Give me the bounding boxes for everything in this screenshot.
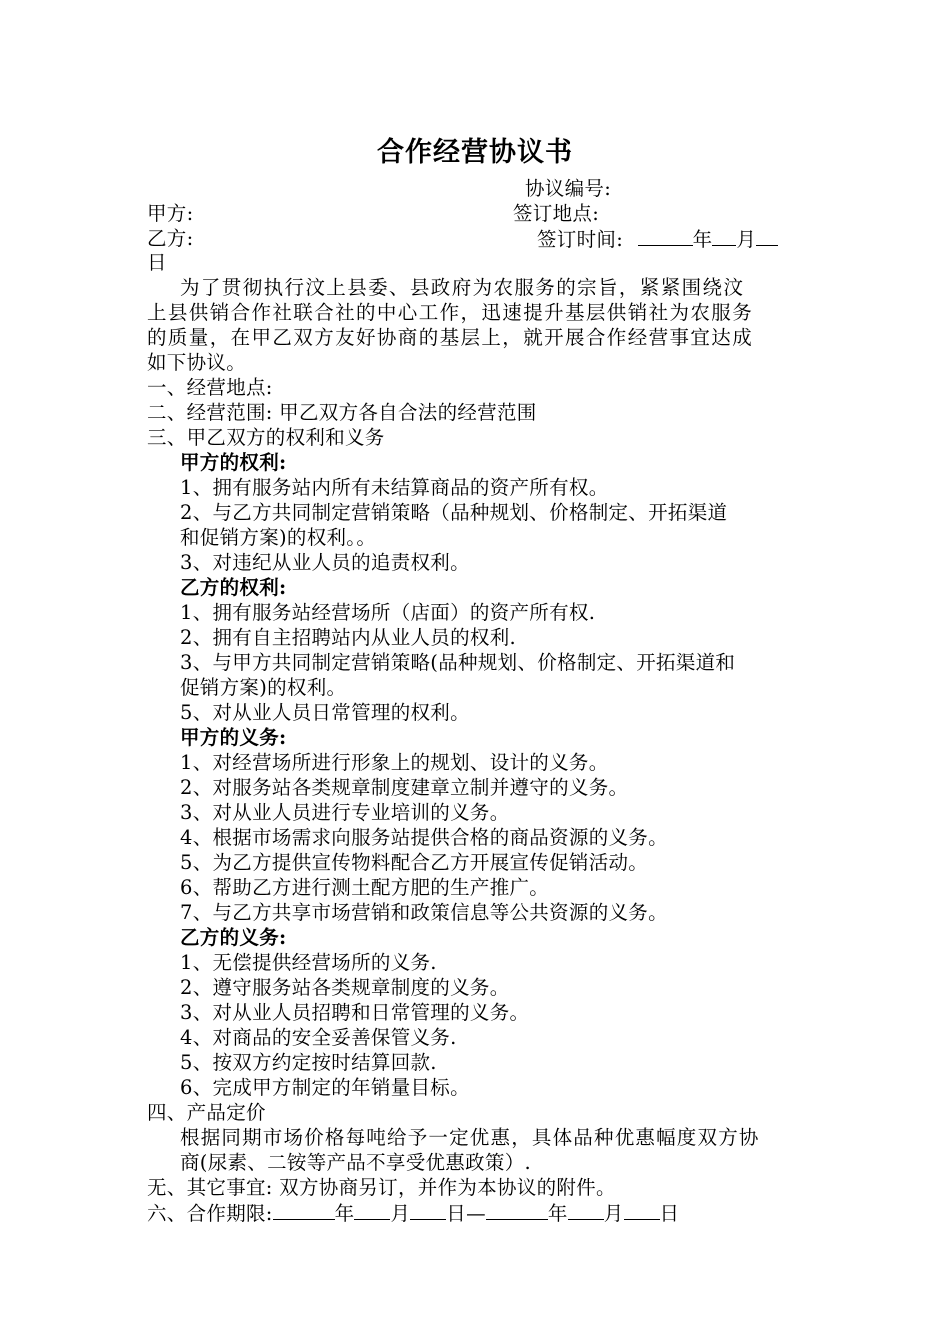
list-item: 1、拥有服务站内所有未结算商品的资产所有权。 [180,476,609,499]
pricing-line: 商(尿素、二铵等产品不享受优惠政策）. [180,1151,532,1174]
start-year-blank [273,1200,335,1220]
list-item: 3、对从业人员进行专业培训的义务。 [180,801,510,824]
day-label: 日 [147,251,167,274]
intro-line: 的质量，在甲乙双方友好协商的基层上，就开展合作经营事宜达成 [147,326,754,349]
party-b-duties-heading: 乙方的义务: [180,926,287,949]
list-item: 6、帮助乙方进行测土配方肥的生产推广。 [180,876,550,899]
list-item: 1、无偿提供经营场所的义务. [180,951,437,974]
list-item: 6、完成甲方制定的年销量目标。 [180,1076,470,1099]
list-item: 促销方案)的权利。 [180,676,347,699]
list-item: 7、与乙方共享市场营销和政策信息等公共资源的义务。 [180,901,668,924]
document-title: 合作经营协议书 [377,137,573,168]
start-day-blank [410,1200,446,1220]
agreement-number-label: 协议编号: [525,177,612,200]
start-day-label: 日 [446,1202,467,1225]
signing-time-line [537,226,778,252]
section-2: 二、经营范围: 甲乙双方各自合法的经营范围 [147,401,537,424]
party-a-label: 甲方: [147,202,194,225]
start-month-blank [354,1200,390,1220]
section-1: 一、经营地点: [147,376,273,399]
end-year-blank [486,1200,548,1220]
party-a-duties-heading: 甲方的义务: [180,726,287,749]
end-day-label: 日 [659,1202,680,1225]
day-blank [756,226,778,246]
list-item: 3、对违纪从业人员的追责权利。 [180,551,470,574]
list-item: 1、拥有服务站经营场所（店面）的资产所有权. [180,601,596,624]
list-item: 和促销方案)的权利。。 [180,526,377,549]
end-year-label: 年 [547,1202,568,1225]
party-a-rights-heading: 甲方的权利: [180,451,287,474]
intro-line: 为了贯彻执行汶上县委、县政府为农服务的宗旨，紧紧围绕汶 [180,276,745,299]
start-month-label: 月 [390,1202,411,1225]
section-4: 四、产品定价 [147,1101,266,1124]
list-item: 3、与甲方共同制定营销策略(品种规划、价格制定、开拓渠道和 [180,651,736,674]
list-item: 5、按双方约定按时结算回款. [180,1051,437,1074]
list-item: 2、与乙方共同制定营销策略（品种规划、价格制定、开拓渠道 [180,501,728,524]
list-item: 3、对从业人员招聘和日常管理的义务。 [180,1001,530,1024]
end-month-blank [568,1200,604,1220]
pricing-line: 根据同期市场价格每吨给予一定优惠，具体品种优惠幅度双方协 [180,1126,760,1149]
start-year-label: 年 [334,1202,355,1225]
list-item: 5、对从业人员日常管理的权利。 [180,701,470,724]
end-month-label: 月 [603,1202,624,1225]
section-5: 无、其它事宜: 双方协商另订，并作为本协议的附件。 [147,1176,616,1199]
list-item: 5、为乙方提供宣传物料配合乙方开展宣传促销活动。 [180,851,649,874]
signing-place-label: 签订地点: [513,202,600,225]
month-blank [712,226,736,246]
year-label: 年 [692,228,713,251]
list-item: 2、拥有自主招聘站内从业人员的权利. [180,626,517,649]
list-item: 2、遵守服务站各类规章制度的义务。 [180,976,510,999]
list-item: 2、对服务站各类规章制度建章立制并遵守的义务。 [180,776,629,799]
cooperation-period-label: 六、合作期限: [147,1202,273,1225]
list-item: 4、根据市场需求向服务站提供合格的商品资源的义务。 [180,826,668,849]
period-dash: — [466,1202,486,1225]
month-label: 月 [736,228,757,251]
intro-line: 如下协议。 [147,351,247,374]
section-3: 三、甲乙双方的权利和义务 [147,426,385,449]
section-6 [147,1200,679,1226]
party-b-label: 乙方: [147,227,194,250]
list-item: 4、对商品的安全妥善保管义务. [180,1026,457,1049]
intro-line: 上县供销合作社联合社的中心工作，迅速提升基层供销社为农服务 [147,301,754,324]
signing-time-label: 签订时间: [537,228,624,251]
party-b-rights-heading: 乙方的权利: [180,576,287,599]
year-blank [638,226,693,246]
list-item: 1、对经营场所进行形象上的规划、设计的义务。 [180,751,609,774]
end-day-blank [624,1200,660,1220]
